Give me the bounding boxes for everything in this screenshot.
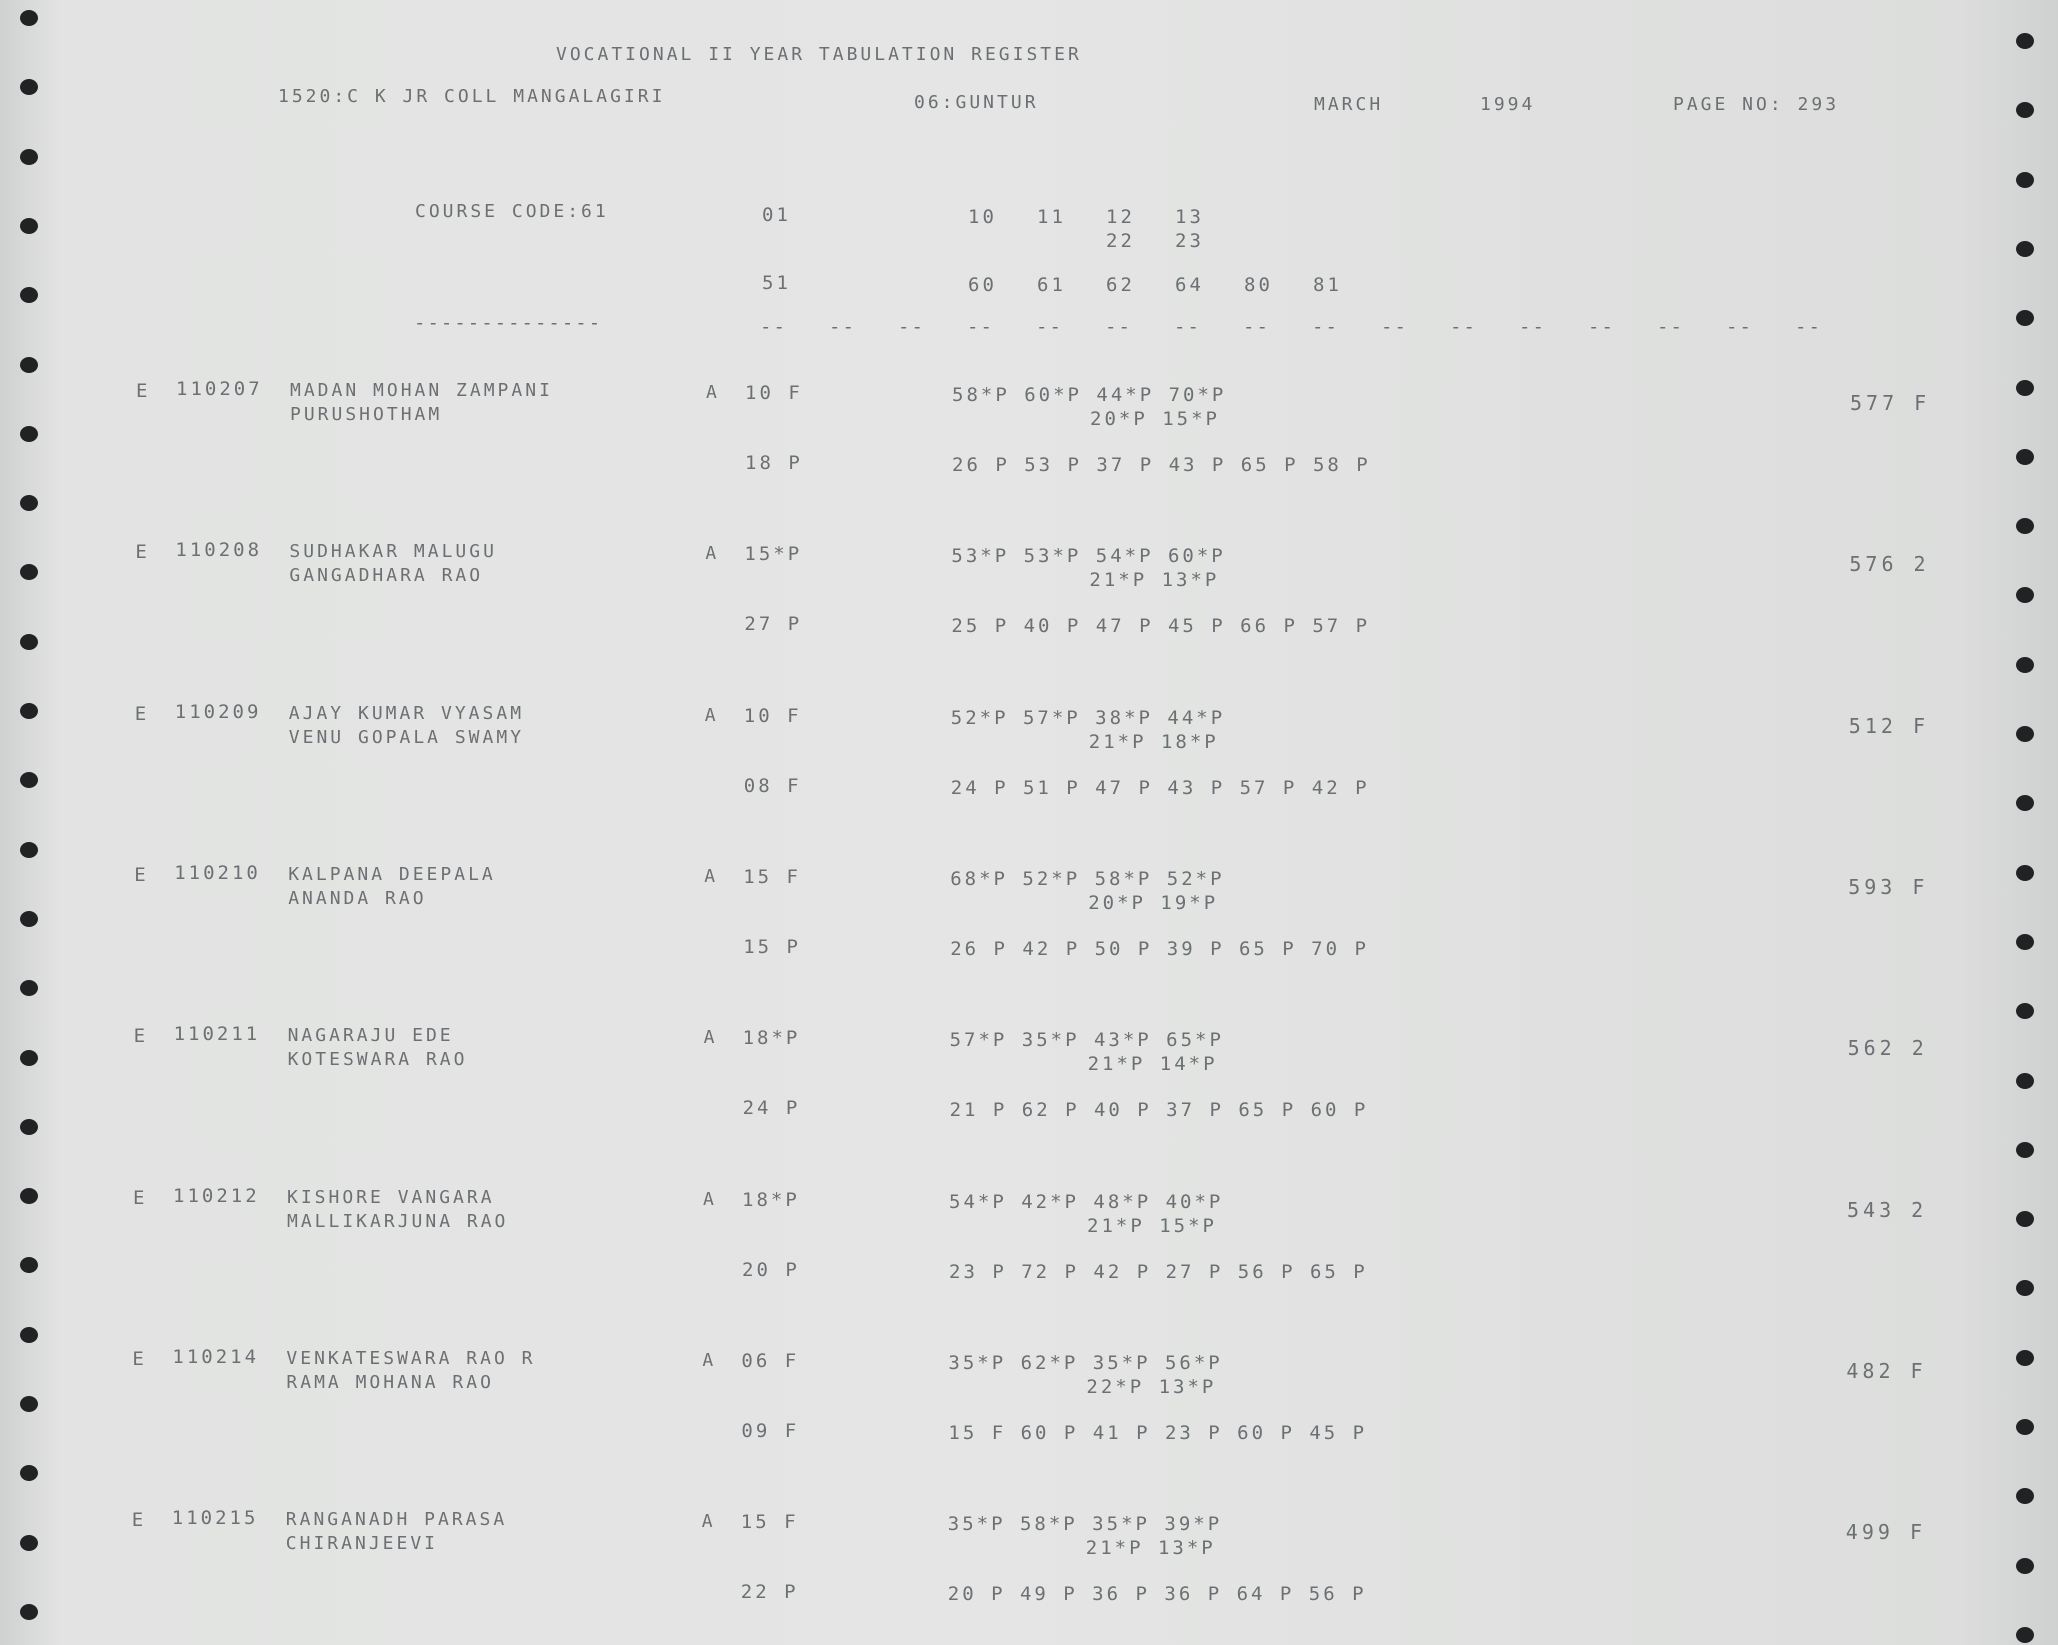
student-name: SUDHAKAR MALUGU [289, 541, 497, 563]
tractor-hole [2016, 657, 2034, 673]
column-separator: -- [1381, 316, 1408, 338]
right-tractor-holes [2008, 0, 2048, 1645]
record-prefix: E [135, 541, 150, 564]
tractor-hole [20, 1257, 38, 1273]
tractor-hole [20, 10, 38, 26]
part3-marks: 23 P 72 P 42 P 27 P 56 P 65 P [949, 1260, 1368, 1283]
tractor-hole [20, 911, 38, 927]
tractor-hole [2016, 380, 2034, 396]
tractor-hole [20, 564, 38, 580]
parent-name: PURUSHOTHAM [290, 404, 443, 425]
subject-code: 80 [1244, 274, 1273, 296]
part1-mark-second: 09 F [741, 1419, 800, 1442]
record-prefix: E [133, 1025, 149, 1048]
grade-letter: A [706, 382, 720, 403]
tractor-hole [20, 79, 38, 95]
roll-number: 110209 [174, 700, 262, 723]
tractor-hole [2016, 1419, 2034, 1435]
column-separator: -- [1450, 316, 1477, 338]
part3-marks: 20 P 49 P 36 P 36 P 64 P 56 P [947, 1583, 1367, 1606]
tractor-hole [20, 218, 38, 234]
tractor-hole [20, 1535, 38, 1551]
exam-year: 1994 [1480, 94, 1536, 115]
roll-number: 110211 [173, 1023, 261, 1046]
grade-letter: A [701, 1511, 716, 1533]
roll-number: 110207 [176, 378, 263, 400]
tractor-hole [20, 1604, 38, 1620]
student-name: KALPANA DEEPALA [288, 863, 496, 885]
part3-marks: 25 P 40 P 47 P 45 P 66 P 57 P [951, 615, 1371, 638]
tractor-hole [2016, 1627, 2034, 1643]
record-prefix: E [136, 380, 151, 402]
tractor-hole [20, 1465, 38, 1481]
column-separator: -- [1519, 316, 1546, 338]
grade-letter: A [705, 543, 720, 565]
subject-code: 61 [1037, 274, 1066, 296]
register-title: VOCATIONAL II YEAR TABULATION REGISTER [556, 44, 1082, 65]
parent-name: VENU GOPALA SWAMY [288, 726, 525, 748]
total-result: 562 2 [1847, 1036, 1928, 1061]
tractor-hole [20, 703, 38, 719]
tractor-hole [20, 495, 38, 511]
tractor-hole [2016, 1003, 2034, 1019]
grade-letter: A [702, 1349, 717, 1371]
tractor-hole [2016, 1350, 2034, 1366]
subject-code: 10 [968, 206, 997, 228]
column-separator: -- [967, 316, 994, 338]
subject-code-sub: 22 [1106, 230, 1135, 252]
tractor-hole [20, 287, 38, 303]
grade-letter: A [704, 704, 719, 726]
part2-marks-sub: 22*P 13*P [1086, 1375, 1217, 1398]
total-result: 593 F [1848, 874, 1929, 899]
tractor-hole [2016, 865, 2034, 881]
column-separator: -- [1105, 316, 1132, 338]
tractor-hole [20, 149, 38, 165]
part2-marks-sub: 21*P 13*P [1085, 1537, 1216, 1560]
tractor-hole [2016, 172, 2034, 188]
tractor-hole [2016, 795, 2034, 811]
tractor-hole [2016, 449, 2034, 465]
part2-marks-sub: 20*P 19*P [1088, 891, 1219, 914]
part3-marks: 26 P 42 P 50 P 39 P 65 P 70 P [950, 937, 1369, 960]
part1-mark: 18*P [742, 1188, 800, 1211]
part1-mark-second: 18 P [745, 452, 803, 474]
parent-name: ANANDA RAO [288, 887, 427, 909]
tractor-hole [20, 980, 38, 996]
tractor-hole [20, 842, 38, 858]
part1-mark: 06 F [741, 1349, 800, 1372]
tractor-hole [2016, 934, 2034, 950]
column-separator: -- [829, 316, 856, 338]
total-result: 512 F [1848, 713, 1930, 738]
part2-marks: 35*P 62*P 35*P 56*P [948, 1351, 1223, 1374]
total-result: 543 2 [1847, 1197, 1928, 1222]
part1-mark: 10 F [743, 704, 802, 727]
grade-letter: A [703, 1188, 717, 1210]
part3-marks: 24 P 51 P 47 P 43 P 57 P 42 P [950, 776, 1370, 799]
part1-mark-second: 24 P [742, 1097, 801, 1120]
record-prefix: E [134, 863, 149, 886]
subject-code: 60 [968, 274, 997, 296]
course-code-part2: 51 [762, 272, 791, 294]
roll-number: 110215 [171, 1507, 259, 1530]
part2-marks: 54*P 42*P 48*P 40*P [949, 1190, 1224, 1213]
part1-mark: 10 F [745, 382, 803, 404]
record-prefix: E [134, 702, 150, 725]
part1-mark-second: 20 P [742, 1258, 800, 1281]
subject-code: 11 [1037, 206, 1066, 228]
column-separator: -- [1174, 316, 1201, 338]
column-separator: -- [1795, 316, 1822, 338]
part2-marks-sub: 21*P 13*P [1089, 569, 1220, 592]
student-name: RANGANADH PARASA [285, 1509, 508, 1531]
parent-name: GANGADHARA RAO [289, 565, 484, 587]
part2-marks: 53*P 53*P 54*P 60*P [951, 545, 1226, 568]
part2-marks-sub: 21*P 15*P [1087, 1214, 1217, 1237]
tractor-hole [20, 634, 38, 650]
total-result: 499 F [1845, 1520, 1927, 1545]
roll-number: 110214 [172, 1345, 260, 1368]
tractor-hole [2016, 1488, 2034, 1504]
tractor-hole [2016, 102, 2034, 118]
roll-number: 110210 [174, 861, 261, 884]
student-name: AJAY KUMAR VYASAM [288, 702, 525, 724]
roll-number: 110212 [173, 1184, 260, 1207]
exam-month: MARCH [1314, 94, 1384, 115]
total-result: 577 F [1850, 391, 1931, 415]
part2-marks: 58*P 60*P 44*P 70*P [952, 384, 1227, 406]
column-separator: -- [1726, 316, 1753, 338]
part1-mark-second: 22 P [740, 1581, 799, 1604]
tractor-hole [2016, 1073, 2034, 1089]
column-separator: -- [1657, 316, 1684, 338]
part2-marks-sub: 21*P 14*P [1087, 1053, 1218, 1076]
parent-name: CHIRANJEEVI [285, 1533, 439, 1555]
tractor-hole [20, 1050, 38, 1066]
total-result: 482 F [1846, 1358, 1927, 1383]
subject-code: 12 [1106, 206, 1135, 228]
left-tractor-holes [10, 0, 50, 1645]
tractor-hole [20, 1396, 38, 1412]
tractor-hole [20, 1188, 38, 1204]
column-separator: -- [1036, 316, 1063, 338]
tractor-hole [2016, 518, 2034, 534]
student-name: NAGARAJU EDE [287, 1025, 454, 1047]
part2-marks: 68*P 52*P 58*P 52*P [950, 867, 1225, 890]
student-name: MADAN MOHAN ZAMPANI [290, 380, 553, 401]
part2-marks: 52*P 57*P 38*P 44*P [950, 706, 1226, 729]
tractor-hole [2016, 310, 2034, 326]
parent-name: KOTESWARA RAO [287, 1049, 468, 1071]
tractor-hole [20, 426, 38, 442]
subject-code: 81 [1313, 274, 1342, 296]
course-code-part1: 01 [762, 204, 791, 226]
part2-marks-sub: 21*P 18*P [1088, 730, 1219, 753]
part3-marks: 26 P 53 P 37 P 43 P 65 P 58 P [952, 454, 1371, 476]
parent-name: MALLIKARJUNA RAO [287, 1210, 509, 1232]
part1-mark-second: 15 P [743, 935, 801, 958]
tractor-hole [20, 772, 38, 788]
roll-number: 110208 [175, 539, 263, 562]
column-separator: -- [760, 316, 787, 338]
tractor-hole [2016, 241, 2034, 257]
part3-marks: 21 P 62 P 40 P 37 P 65 P 60 P [949, 1099, 1369, 1122]
part1-mark: 15*P [744, 543, 803, 566]
tractor-hole [2016, 33, 2034, 49]
college-name: 1520:C K JR COLL MANGALAGIRI [278, 86, 666, 107]
column-separator: -- [1312, 316, 1339, 338]
part1-mark-second: 27 P [744, 613, 803, 636]
district-name: 06:GUNTUR [914, 92, 1039, 113]
subject-code: 64 [1175, 274, 1204, 296]
tractor-hole [2016, 1558, 2034, 1574]
parent-name: RAMA MOHANA RAO [286, 1371, 494, 1393]
column-separator: -- [1588, 316, 1615, 338]
tractor-hole [2016, 587, 2034, 603]
course-underline: -------------- [414, 312, 603, 334]
record-prefix: E [131, 1509, 147, 1532]
part1-mark: 15 F [740, 1511, 799, 1534]
tractor-hole [20, 1327, 38, 1343]
student-name: VENKATESWARA RAO R [286, 1347, 536, 1369]
subject-code: 13 [1175, 206, 1204, 228]
student-name: KISHORE VANGARA [287, 1186, 495, 1208]
grade-letter: A [704, 865, 719, 887]
page-number: PAGE NO: 293 [1673, 94, 1840, 115]
part2-marks: 35*P 58*P 35*P 39*P [947, 1513, 1223, 1536]
tractor-hole [2016, 1280, 2034, 1296]
part1-mark: 15 F [743, 865, 801, 888]
column-separator: -- [1243, 316, 1270, 338]
grade-letter: A [703, 1027, 718, 1049]
part1-mark-second: 08 F [743, 774, 802, 797]
tractor-hole [2016, 1211, 2034, 1227]
subject-code-sub: 23 [1175, 230, 1204, 252]
part3-marks: 15 F 60 P 41 P 23 P 60 P 45 P [948, 1421, 1368, 1444]
tractor-hole [2016, 1142, 2034, 1158]
course-code-label: COURSE CODE:61 [415, 201, 609, 222]
subject-code: 62 [1106, 274, 1135, 296]
record-prefix: E [132, 1347, 147, 1370]
tractor-hole [2016, 726, 2034, 742]
part1-mark: 18*P [742, 1027, 801, 1050]
part2-marks: 57*P 35*P 43*P 65*P [949, 1029, 1224, 1052]
part2-marks-sub: 20*P 15*P [1090, 408, 1220, 430]
record-prefix: E [133, 1186, 148, 1209]
tractor-hole [20, 357, 38, 373]
tractor-hole [20, 1119, 38, 1135]
total-result: 576 2 [1849, 552, 1930, 577]
column-separator: -- [898, 316, 925, 338]
